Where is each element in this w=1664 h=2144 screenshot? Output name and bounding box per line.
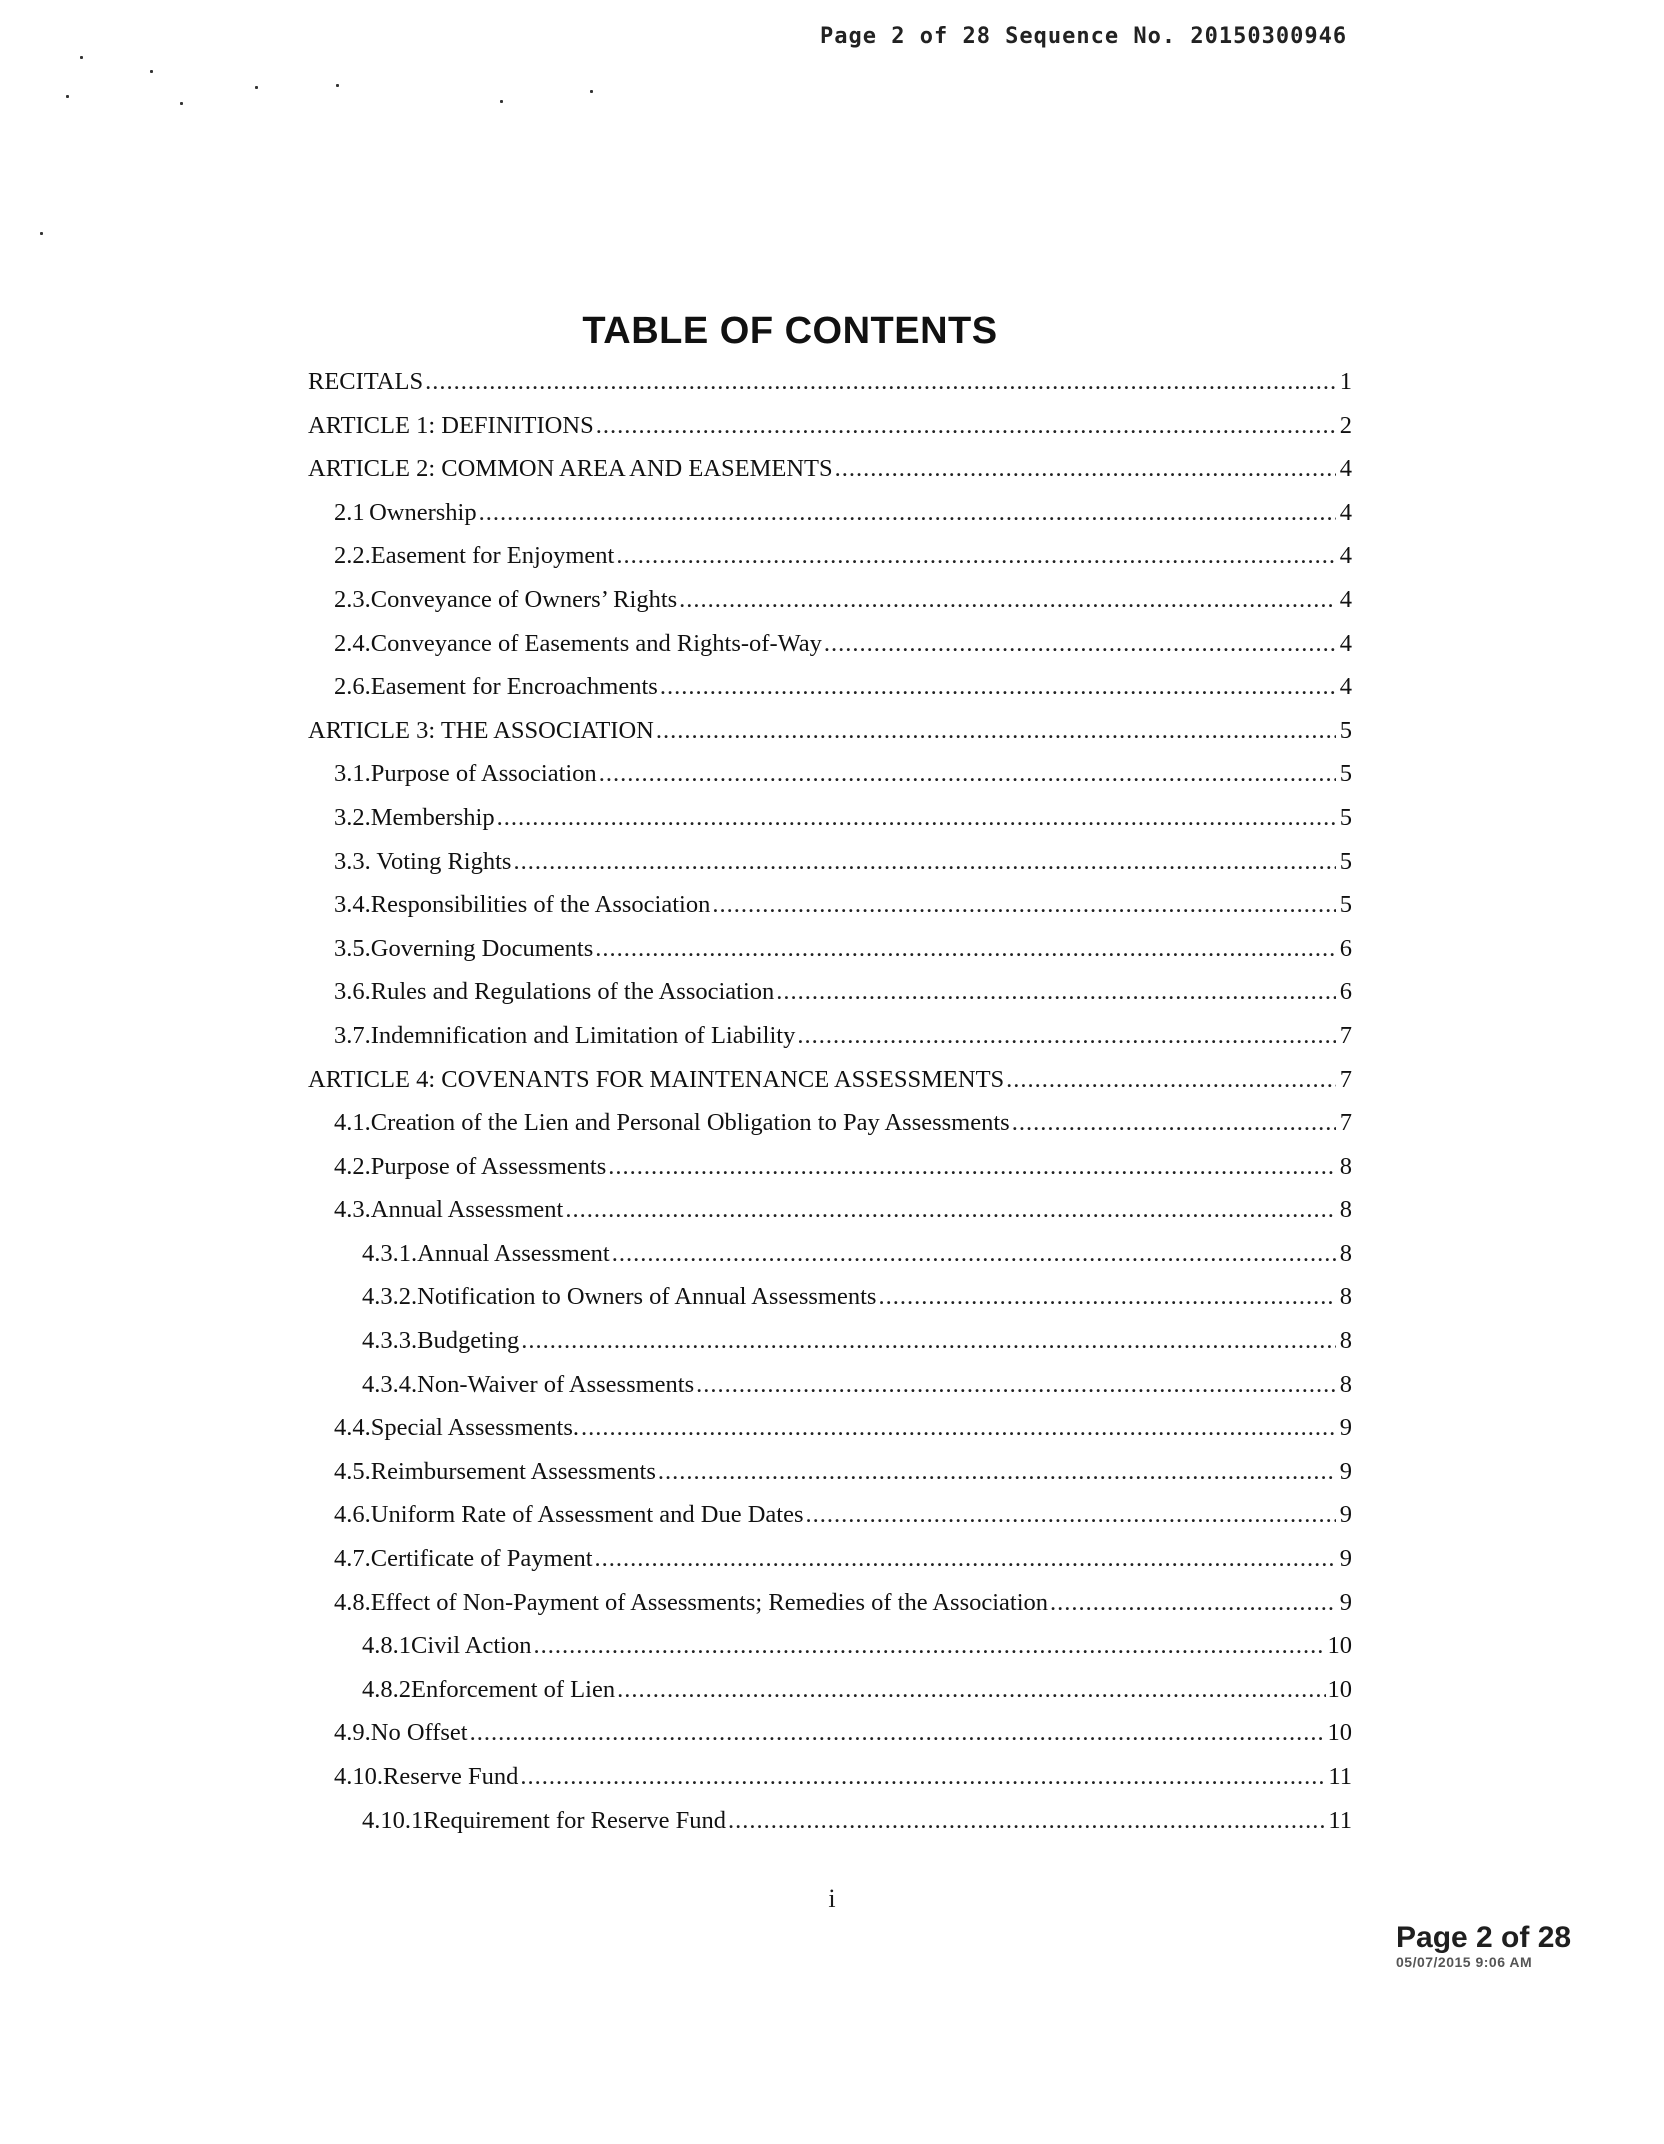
toc-entry-title: Effect of Non-Payment of Assessments; Remedies of the Association bbox=[370, 1588, 1049, 1616]
toc-entry-page: 4 bbox=[1339, 455, 1352, 483]
toc-entry-page: 6 bbox=[1339, 978, 1352, 1006]
scan-speck bbox=[500, 100, 503, 103]
toc-entry bbox=[308, 1537, 1352, 1581]
toc-entry bbox=[308, 578, 1352, 622]
toc-dot-leader bbox=[497, 796, 1336, 840]
toc-entry-title: Requirement for Reserve Fund bbox=[423, 1806, 727, 1834]
toc-dot-leader bbox=[599, 752, 1336, 796]
toc-dot-leader bbox=[533, 1624, 1325, 1668]
toc-entry bbox=[308, 1406, 1352, 1450]
toc-entry-page: 8 bbox=[1339, 1239, 1352, 1267]
toc-entry-page: 2 bbox=[1339, 411, 1352, 439]
toc-dot-leader bbox=[596, 404, 1336, 448]
toc-dot-leader bbox=[728, 1799, 1326, 1843]
toc-entry-title: Budgeting bbox=[417, 1327, 520, 1355]
toc-dot-leader bbox=[656, 709, 1336, 753]
toc-entry-title: ARTICLE 3: THE ASSOCIATION bbox=[308, 716, 654, 744]
toc-entry-page: 9 bbox=[1339, 1588, 1352, 1616]
toc-entry-number: 4.8. bbox=[334, 1588, 371, 1616]
toc-entry bbox=[308, 1232, 1352, 1276]
toc-dot-leader bbox=[696, 1363, 1336, 1407]
toc-entry-page: 11 bbox=[1328, 1763, 1352, 1790]
toc-entry-page: 5 bbox=[1339, 847, 1352, 875]
scan-speck bbox=[80, 56, 83, 59]
toc-entry-page: 9 bbox=[1339, 1414, 1352, 1442]
toc-entry-title: Membership bbox=[370, 803, 495, 831]
toc-entry-title: Indemnification and Limitation of Liability bbox=[370, 1021, 796, 1049]
toc-dot-leader bbox=[581, 1406, 1336, 1450]
toc-entry bbox=[308, 883, 1352, 927]
toc-entry bbox=[308, 1058, 1352, 1102]
toc-entry-title: Annual Assessment bbox=[370, 1196, 564, 1224]
toc-entry-page: 1 bbox=[1339, 368, 1352, 395]
toc-dot-leader bbox=[617, 1668, 1325, 1712]
toc-entry-number: 2.6. bbox=[334, 673, 371, 701]
toc-entry bbox=[308, 1450, 1352, 1494]
toc-entry bbox=[308, 1711, 1352, 1755]
toc-dot-leader bbox=[1012, 1101, 1336, 1145]
toc-entry bbox=[308, 491, 1352, 535]
toc-entry-number: 4.5. bbox=[334, 1457, 371, 1485]
toc-entry-title: Special Assessments. bbox=[370, 1414, 579, 1442]
toc-entry-title: Conveyance of Owners’ Rights bbox=[370, 585, 678, 613]
toc-entry-title: Conveyance of Easements and Rights-of-Way bbox=[370, 629, 822, 657]
toc-dot-leader bbox=[712, 883, 1336, 927]
toc-entry-page: 8 bbox=[1339, 1370, 1352, 1398]
toc-dot-leader bbox=[616, 534, 1336, 578]
toc-entry-page: 9 bbox=[1339, 1545, 1352, 1573]
toc-entry bbox=[308, 1799, 1352, 1843]
toc-entry-title: No Offset bbox=[370, 1719, 468, 1747]
scan-speck bbox=[40, 232, 43, 235]
toc-entry-number: 2.1 bbox=[334, 498, 365, 526]
scan-speck bbox=[590, 90, 593, 93]
toc-entry-title: Enforcement of Lien bbox=[411, 1675, 616, 1703]
roman-page-number: i bbox=[828, 1884, 836, 1913]
toc-dot-leader bbox=[521, 1319, 1336, 1363]
toc-dot-leader bbox=[470, 1711, 1326, 1755]
toc-entry bbox=[308, 534, 1352, 578]
toc-dot-leader bbox=[776, 970, 1336, 1014]
toc-dot-leader bbox=[878, 1275, 1336, 1319]
toc-entry bbox=[308, 1319, 1352, 1363]
toc-entry-number: 2.2. bbox=[334, 542, 371, 570]
toc-dot-leader bbox=[520, 1755, 1326, 1799]
toc-entry-page: 7 bbox=[1339, 1065, 1352, 1093]
toc-entry-number: 4.7. bbox=[334, 1545, 371, 1573]
toc-entry-page: 10 bbox=[1327, 1632, 1352, 1660]
toc-entry bbox=[308, 1145, 1352, 1189]
toc-entry-number: 4.3.4. bbox=[362, 1370, 418, 1398]
toc-entry-title: Reimbursement Assessments bbox=[370, 1457, 656, 1485]
toc-title: TABLE OF CONTENTS bbox=[582, 310, 998, 352]
toc-entry-title: Notification to Owners of Annual Assessments bbox=[417, 1283, 877, 1311]
toc-dot-leader bbox=[425, 360, 1336, 404]
toc-entry-page: 5 bbox=[1339, 760, 1352, 788]
toc-entry-page: 4 bbox=[1339, 629, 1352, 657]
toc-dot-leader bbox=[565, 1188, 1336, 1232]
toc-entry-number: 3.4. bbox=[334, 891, 371, 919]
toc-entry-page: 5 bbox=[1339, 803, 1352, 831]
toc-entry bbox=[308, 840, 1352, 884]
toc-entry-title: Purpose of Association bbox=[370, 760, 597, 788]
stamp-date: 05/07/2015 9:06 AM bbox=[1396, 1954, 1533, 1970]
toc-entry-title: Creation of the Lien and Personal Obligation to Pay Assessments bbox=[370, 1109, 1010, 1137]
toc-dot-leader bbox=[658, 1450, 1336, 1494]
toc-entry bbox=[308, 796, 1352, 840]
toc-entry-page: 7 bbox=[1339, 1109, 1352, 1137]
toc-dot-leader bbox=[1050, 1581, 1336, 1625]
toc-entry bbox=[308, 1493, 1352, 1537]
table-of-contents bbox=[308, 360, 1352, 1842]
toc-entry-page: 8 bbox=[1339, 1152, 1352, 1180]
toc-entry bbox=[308, 404, 1352, 448]
toc-entry bbox=[308, 665, 1352, 709]
toc-entry bbox=[308, 1668, 1352, 1712]
toc-entry-title: ARTICLE 4: COVENANTS FOR MAINTENANCE ASSESSMENTS bbox=[308, 1065, 1005, 1093]
stamp-page-label: Page 2 of 28 bbox=[1396, 1921, 1572, 1954]
page-stamp bbox=[1396, 1922, 1571, 1970]
toc-entry-number: 4.2. bbox=[334, 1152, 371, 1180]
toc-entry bbox=[308, 927, 1352, 971]
toc-entry-title: Purpose of Assessments bbox=[370, 1152, 607, 1180]
toc-entry-page: 7 bbox=[1339, 1021, 1352, 1049]
toc-dot-leader bbox=[479, 491, 1336, 535]
toc-entry-title: Governing Documents bbox=[370, 934, 594, 962]
toc-entry-page: 6 bbox=[1339, 934, 1352, 962]
toc-dot-leader bbox=[608, 1145, 1336, 1189]
toc-entry-title: Civil Action bbox=[411, 1632, 532, 1660]
toc-dot-leader bbox=[797, 1014, 1336, 1058]
toc-dot-leader bbox=[835, 447, 1336, 491]
toc-entry bbox=[308, 1188, 1352, 1232]
toc-entry-title: Rules and Regulations of the Association bbox=[370, 978, 775, 1006]
toc-entry-number: 3.7. bbox=[334, 1021, 371, 1049]
toc-entry-title: Ownership bbox=[369, 498, 477, 526]
toc-entry bbox=[308, 447, 1352, 491]
toc-entry-title: Easement for Enjoyment bbox=[370, 542, 615, 570]
toc-entry bbox=[308, 752, 1352, 796]
scan-speck bbox=[150, 70, 153, 73]
toc-entry-title: Certificate of Payment bbox=[370, 1545, 593, 1573]
scan-speck bbox=[66, 95, 69, 98]
toc-dot-leader bbox=[513, 840, 1336, 884]
toc-dot-leader bbox=[660, 665, 1336, 709]
toc-entry bbox=[308, 1101, 1352, 1145]
toc-entry bbox=[308, 1624, 1352, 1668]
toc-entry-number: 4.8.2 bbox=[362, 1675, 411, 1703]
toc-entry-number: 3.2. bbox=[334, 803, 371, 831]
toc-entry-number: 4.10.1 bbox=[362, 1806, 424, 1834]
toc-entry-title: Uniform Rate of Assessment and Due Dates bbox=[370, 1501, 804, 1529]
toc-entry-page: 5 bbox=[1339, 716, 1352, 744]
scan-speck bbox=[255, 86, 258, 89]
toc-entry-page: 9 bbox=[1339, 1457, 1352, 1485]
toc-entry-title: Easement for Encroachments bbox=[370, 673, 658, 701]
toc-dot-leader bbox=[679, 578, 1336, 622]
toc-entry-page: 8 bbox=[1339, 1283, 1352, 1311]
scan-speck bbox=[180, 102, 183, 105]
toc-entry bbox=[308, 1755, 1352, 1799]
toc-entry bbox=[308, 622, 1352, 666]
toc-entry bbox=[308, 970, 1352, 1014]
toc-entry-page: 4 bbox=[1339, 542, 1352, 570]
sequence-header: Page 2 of 28 Sequence No. 20150300946 bbox=[820, 24, 1348, 49]
toc-dot-leader bbox=[806, 1493, 1337, 1537]
toc-entry-page: 4 bbox=[1339, 673, 1352, 701]
scan-speck bbox=[336, 84, 339, 87]
toc-entry bbox=[308, 709, 1352, 753]
toc-entry bbox=[308, 360, 1352, 404]
toc-entry-title: Reserve Fund bbox=[383, 1763, 519, 1790]
toc-entry-number: 4.8.1 bbox=[362, 1632, 411, 1660]
toc-entry-title: Responsibilities of the Association bbox=[370, 891, 711, 919]
toc-entry-number: 4.9. bbox=[334, 1719, 371, 1747]
toc-entry-number: 2.3. bbox=[334, 585, 371, 613]
toc-entry-page: 8 bbox=[1339, 1327, 1352, 1355]
toc-entry-number: 4.4. bbox=[334, 1414, 371, 1442]
toc-entry-title: ARTICLE 1: DEFINITIONS bbox=[308, 411, 594, 439]
toc-dot-leader bbox=[612, 1232, 1336, 1276]
toc-entry-page: 10 bbox=[1327, 1675, 1352, 1703]
toc-entry-title: Annual Assessment bbox=[417, 1239, 610, 1267]
toc-entry-page: 11 bbox=[1328, 1806, 1352, 1834]
toc-entry bbox=[308, 1581, 1352, 1625]
toc-entry-page: 8 bbox=[1339, 1196, 1352, 1224]
toc-entry-number: 4.1. bbox=[334, 1109, 371, 1137]
toc-entry-number: 3.1. bbox=[334, 760, 371, 788]
toc-entry-number: 4.3.2. bbox=[362, 1283, 418, 1311]
toc-entry-page: 4 bbox=[1339, 585, 1352, 613]
toc-dot-leader bbox=[824, 622, 1336, 666]
toc-entry-number: 4.3.3. bbox=[362, 1327, 418, 1355]
toc-entry-number: 4.3.1. bbox=[362, 1239, 418, 1267]
toc-entry-number: 4.6. bbox=[334, 1501, 371, 1529]
toc-entry-number: 2.4. bbox=[334, 629, 371, 657]
toc-entry-page: 10 bbox=[1327, 1719, 1352, 1747]
toc-entry-number: 4.10. bbox=[334, 1763, 383, 1790]
toc-entry-number: 3.6. bbox=[334, 978, 371, 1006]
toc-entry-number: 3.5. bbox=[334, 934, 371, 962]
toc-entry bbox=[308, 1014, 1352, 1058]
toc-dot-leader bbox=[595, 1537, 1336, 1581]
toc-entry-title: 3.3. Voting Rights bbox=[334, 847, 512, 875]
toc-entry-page: 5 bbox=[1339, 891, 1352, 919]
toc-entry-title: Non-Waiver of Assessments bbox=[417, 1370, 695, 1398]
toc-entry-title: ARTICLE 2: COMMON AREA AND EASEMENTS bbox=[308, 455, 833, 483]
toc-entry-page: 9 bbox=[1339, 1501, 1352, 1529]
toc-dot-leader bbox=[595, 927, 1336, 971]
toc-entry-page: 4 bbox=[1339, 498, 1352, 526]
toc-entry-number: 4.3. bbox=[334, 1196, 371, 1224]
toc-entry bbox=[308, 1363, 1352, 1407]
toc-dot-leader bbox=[1006, 1058, 1336, 1102]
toc-entry-title: RECITALS bbox=[308, 368, 424, 395]
toc-entry bbox=[308, 1275, 1352, 1319]
